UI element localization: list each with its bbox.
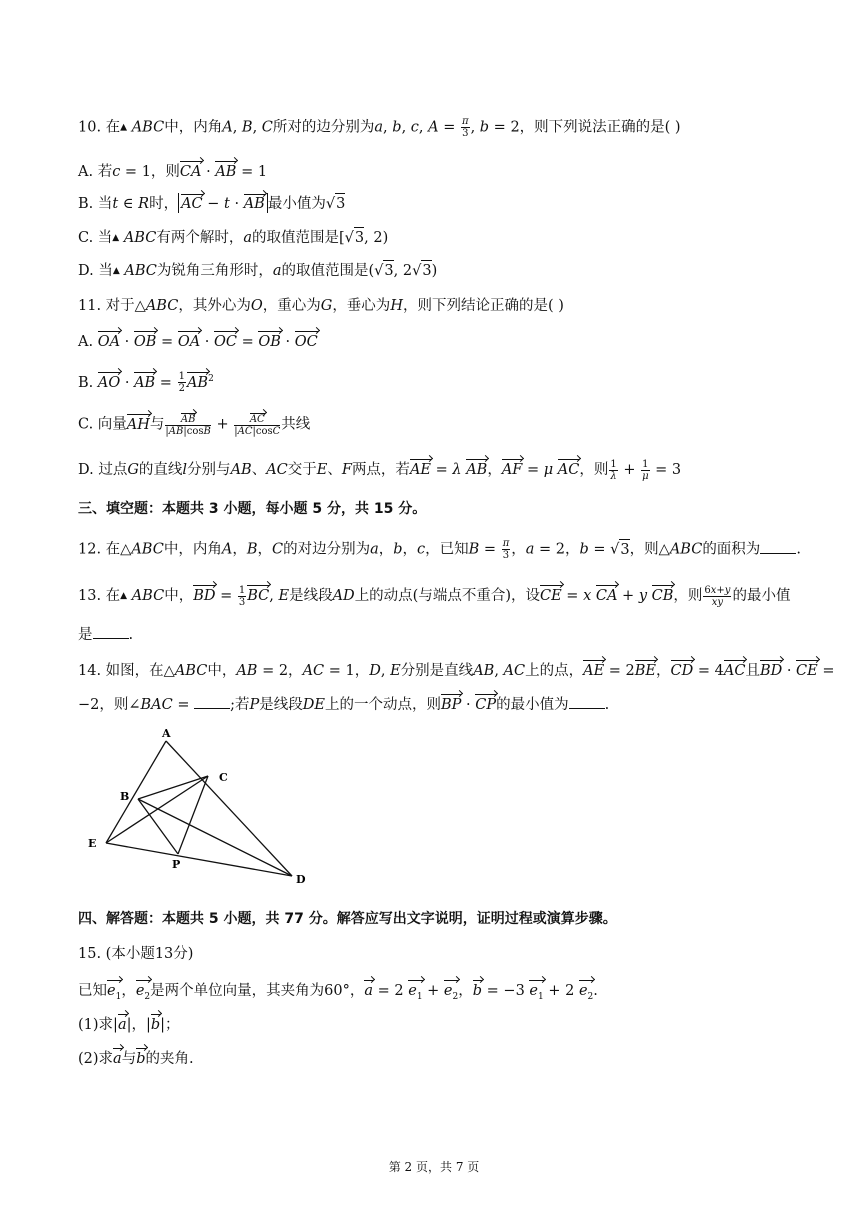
q11-stem: 11. 对于△ABC，其外心为O，重心为G，垂心为H，则下列结论正确的是( ) (78, 298, 564, 314)
section-3-heading: 三、填空题：本题共 3 小题，每小题 5 分，共 15 分。 (78, 501, 427, 517)
label-p: P (172, 858, 181, 871)
q13-text: 13. 在▲ ABC中，BD = $\frac{1}{3}$ BC, E是线段AD上的动点(与端点不重合)，设CE = x CA + y CB，则 $\frac{6x+y}{xy}$ 的最小值 (78, 584, 791, 608)
q11-option-b: B. AO · AB = $\frac{1}{2}$ $AB^2$ (78, 371, 214, 395)
q15-part-2: (2)求a与b的夹角. (78, 1047, 194, 1069)
line-b-p (138, 799, 178, 854)
q14-text-line2: −2，则∠BAC = ;若P是线段DE上的一个动点，则BP · CP的最小值为 . (78, 693, 609, 715)
q10-option-a: A. 若c = 1，则CA · AB = 1 (78, 160, 267, 182)
q15-part-1: (1)求|a|，|b|； (78, 1013, 180, 1035)
line-e-d (106, 843, 292, 876)
q14-text: 14. 如图，在△ABC中，AB = 2，AC = 1，D, E分别是直线AB, AC上的点，AE = 2BE，CD = 4AC且BD · CE = (78, 659, 835, 681)
q10-option-b: B. 当t ∈ R时， AC − t · AB 最小值为√3 (78, 193, 345, 214)
line-c-p (178, 776, 208, 854)
q10-option-c: C. 当▲ ABC有两个解时，a的取值范围是[√3, 2) (78, 227, 388, 248)
q15-text: 已知$e_1$，$e_2$是两个单位向量，其夹角为60°，a = 2 $e_1 + e_2$，b = −3 $e_1 + 2$ $e_2$. (78, 979, 598, 1007)
label-e: E (88, 837, 97, 850)
line-a-d (166, 741, 292, 876)
line-b-c (138, 776, 208, 799)
label-b: B (120, 790, 130, 803)
label-d: D (296, 873, 306, 886)
page-footer: 第 2 页，共 7 页 (388, 1160, 480, 1174)
q13-text-line2: 是 . (78, 624, 133, 645)
line-e-c (106, 776, 208, 843)
label-a: A (162, 728, 171, 740)
section-4-heading: 四、解答题：本题共 5 小题，共 77 分。解答应写出文字说明，证明过程或演算步骤。 (78, 911, 617, 927)
q12-text: 12. 在△ABC中，内角A，B，C的对边分别为a，b，c，已知B = $\frac{\pi}{3}$ ，a = 2，b = √3，则△ABC的面积为 . (78, 538, 801, 561)
label-c: C (219, 771, 228, 784)
q11-option-d: D. 过点G的直线l分别与AB、AC交于E、F两点，若AE = λ AB，AF = μ AC，则 $\frac{1}{\lambda}$ + $\frac{1}{\mu}$ = 3 (78, 458, 682, 482)
line-b-d (138, 799, 292, 876)
q11-option-c: C. 向量AH与 $\frac{AB}{|AB|\cos B}$ + $\frac{AC}{|AC|\cos C}$ 共线 (78, 414, 311, 437)
q10-option-d: D. 当▲ ABC为锐角三角形时，a的取值范围是(√3, 2√3) (78, 260, 437, 281)
q15-title: 15. (本小题13分) (78, 946, 194, 962)
q10-stem: 10. 在▲ ABC中，内角A, B, C所对的边分别为a, b, c, A = $\frac{\pi}{3}$ , b = 2，则下列说法正确的是( ) (78, 116, 681, 139)
q11-option-a: A. OA · OB = OA · OC = OB · OC (78, 330, 318, 352)
triangle-figure (84, 728, 314, 888)
line-a-e (106, 741, 166, 843)
